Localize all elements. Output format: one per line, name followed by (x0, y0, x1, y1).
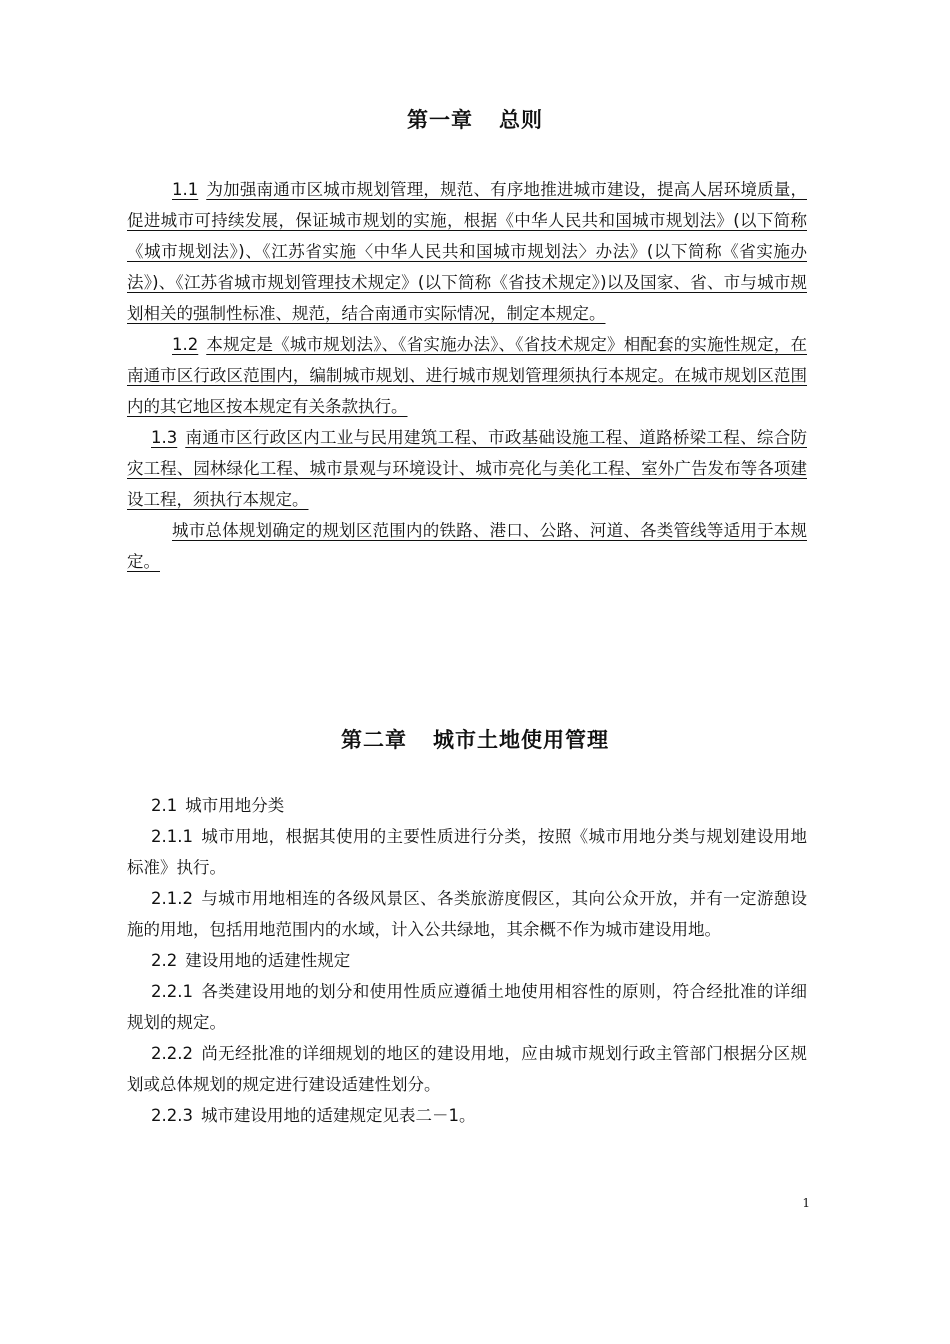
clause-number: 2.2.2 (151, 1044, 193, 1063)
clause-number: 2.2 (151, 951, 178, 970)
clause-text: 建设用地的适建性规定 (185, 951, 351, 970)
clause-number: 1.1 (172, 180, 199, 199)
paragraph-2-2-1 (127, 976, 807, 1038)
chapter-1-name: 总则 (499, 108, 543, 132)
clause-text: 本规定是《城市规划法》、《省实施办法》、《省技术规定》相配套的实施性规定，在南通市区行政区范围内，编制城市规划、进行城市规划管理须执行本规定。在城市规划区范围内的其它地区按本规定有关条款执行。 (127, 335, 807, 416)
chapter-2-title (0, 724, 950, 754)
paragraph-2-1-2 (127, 883, 807, 945)
clause-number: 2.1.2 (151, 889, 193, 908)
paragraph-1-3-supplement (127, 515, 807, 577)
chapter-1-body (127, 174, 807, 577)
clause-number: 1.2 (172, 335, 199, 354)
paragraph-2-1-1 (127, 821, 807, 883)
chapter-2-number: 第二章 (341, 728, 407, 752)
paragraph-2-2-3 (127, 1100, 807, 1131)
clause-text: 城市用地分类 (185, 796, 285, 815)
page-number: 1 (802, 1196, 810, 1210)
chapter-1-number: 第一章 (407, 108, 473, 132)
chapter-1-title (0, 104, 950, 134)
clause-text: 城市总体规划确定的规划区范围内的铁路、港口、公路、河道、各类管线等适用于本规定。 (127, 521, 807, 571)
paragraph-2-2-2 (127, 1038, 807, 1100)
paragraph-2-2 (127, 945, 807, 976)
clause-text: 为加强南通市区城市规划管理，规范、有序地推进城市建设，提高人居环境质量，促进城市可持续发展，保证城市规划的实施，根据《中华人民共和国城市规划法》(以下简称《城市规划法》)、《江苏省实施〈中华人民共和国城市规划法〉办法》(以下简称《省实施办法》)、《江苏省城市规划管理技术规定》(以下简称《省技术规定》)以及国家、省、市与城市规划相关的强制性标准、规范，结合南通市实际情况，制定本规定。 (127, 180, 807, 323)
clause-number: 1.3 (151, 428, 178, 447)
clause-text: 尚无经批准的详细规划的地区的建设用地，应由城市规划行政主管部门根据分区规划或总体规划的规定进行建设适建性划分。 (127, 1044, 807, 1094)
paragraph-1-3 (127, 422, 807, 515)
clause-text: 与城市用地相连的各级风景区、各类旅游度假区，其向公众开放，并有一定游憩设施的用地，包括用地范围内的水域，计入公共绿地，其余概不作为城市建设用地。 (127, 889, 807, 939)
paragraph-1-1 (127, 174, 807, 329)
clause-number: 2.2.1 (151, 982, 193, 1001)
clause-text: 南通市区行政区内工业与民用建筑工程、市政基础设施工程、道路桥梁工程、综合防灾工程、园林绿化工程、城市景观与环境设计、城市亮化与美化工程、室外广告发布等各项建设工程，须执行本规定。 (127, 428, 807, 509)
clause-text: 城市用地，根据其使用的主要性质进行分类，按照《城市用地分类与规划建设用地标准》执行。 (127, 827, 807, 877)
paragraph-1-2 (127, 329, 807, 422)
chapter-2-body (127, 790, 807, 1131)
clause-number: 2.2.3 (151, 1106, 193, 1125)
clause-number: 2.1 (151, 796, 178, 815)
chapter-2-name: 城市土地使用管理 (433, 728, 609, 752)
clause-text: 城市建设用地的适建规定见表二－1。 (200, 1106, 476, 1125)
clause-text: 各类建设用地的划分和使用性质应遵循土地使用相容性的原则，符合经批准的详细规划的规定。 (127, 982, 807, 1032)
paragraph-2-1 (127, 790, 807, 821)
clause-number: 2.1.1 (151, 827, 193, 846)
